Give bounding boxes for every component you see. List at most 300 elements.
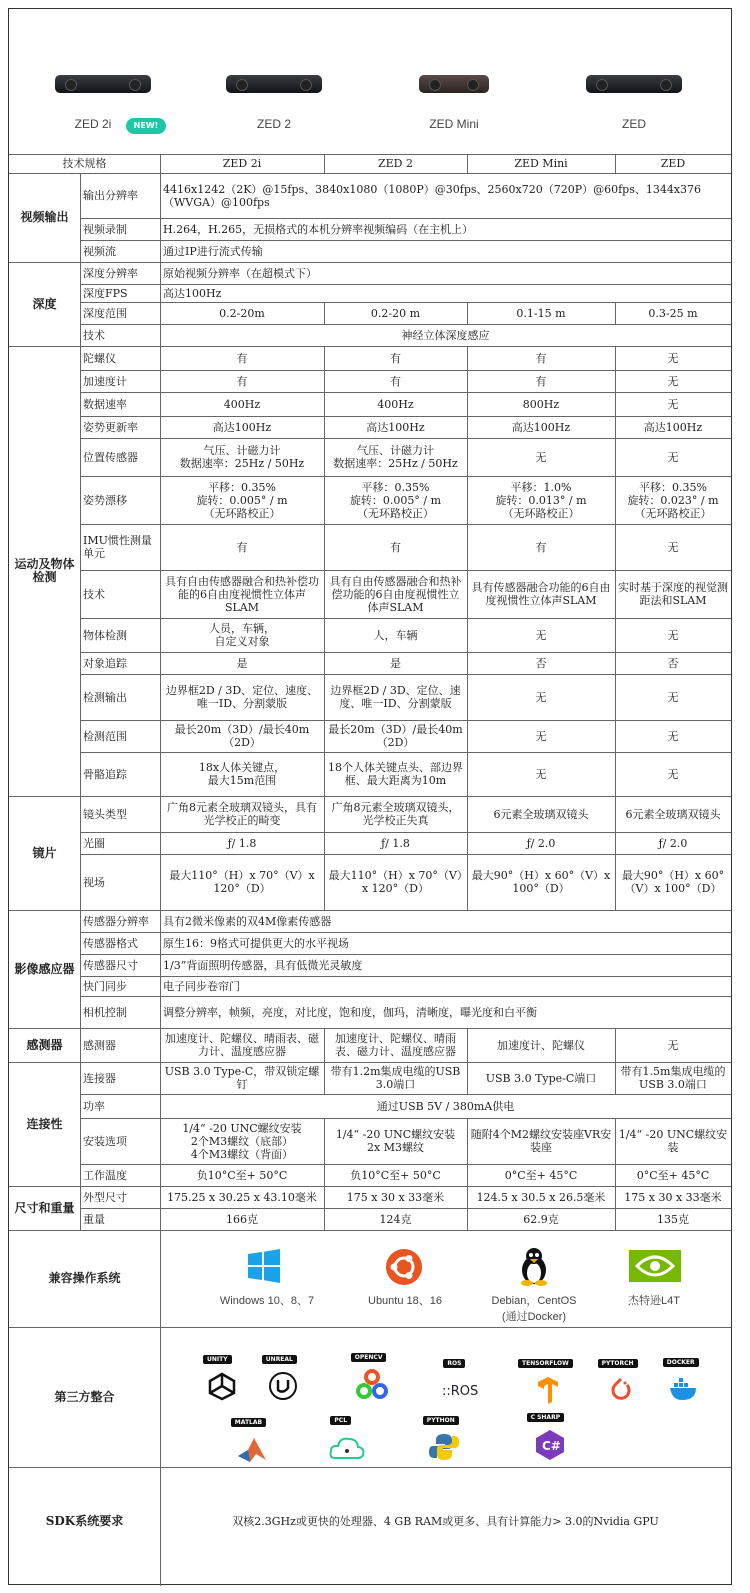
divider xyxy=(467,392,468,416)
tensorflow-icon xyxy=(532,1375,564,1405)
header-col xyxy=(467,154,615,173)
divider xyxy=(324,720,325,752)
lens-icon xyxy=(65,79,77,91)
cell-text: 400Hz xyxy=(377,397,414,411)
row-label xyxy=(80,652,160,674)
section-label xyxy=(9,1230,160,1327)
divider xyxy=(615,752,616,796)
row-value xyxy=(615,832,731,854)
cell-text: ƒ/ 2.0 xyxy=(658,836,688,850)
row-value xyxy=(615,752,731,796)
row-label xyxy=(80,1164,160,1186)
cell-text: 0.2-20 m xyxy=(370,306,421,320)
row-value xyxy=(160,438,324,476)
row-value xyxy=(467,674,615,720)
row-value xyxy=(160,910,731,932)
divider xyxy=(467,524,468,570)
divider xyxy=(467,618,468,652)
row-value xyxy=(615,570,731,618)
ros-icon xyxy=(442,1375,482,1405)
cell-text: 姿势漂移 xyxy=(83,493,127,507)
divider xyxy=(324,1164,325,1186)
integration-tag: UNITY xyxy=(203,1355,232,1364)
divider xyxy=(467,570,468,618)
row-value xyxy=(160,674,324,720)
row-value xyxy=(160,652,324,674)
cell-text: 0.3-25 m xyxy=(648,306,698,320)
cell-text: 双核2.3GHz或更快的处理器、4 GB RAM或更多、具有计算能力> 3.0的Nvidia GPU xyxy=(232,1515,659,1528)
divider xyxy=(324,1208,325,1230)
row-value xyxy=(160,1094,731,1118)
cell-text: 1/4“ -20 UNC螺纹安装 2个M3螺纹（底部） 4个M3螺纹（背面） xyxy=(182,1121,302,1161)
cell-text: 边界框2D / 3D、定位、速度、唯一ID、分割蒙版 xyxy=(165,684,319,710)
divider xyxy=(467,1118,468,1164)
cell-text: ZED Mini xyxy=(514,157,568,170)
row-value xyxy=(160,932,731,954)
divider xyxy=(615,1118,616,1164)
row-value xyxy=(324,392,467,416)
divider xyxy=(615,1164,616,1186)
row-value xyxy=(615,720,731,752)
row-value xyxy=(324,1062,467,1094)
row-value xyxy=(467,652,615,674)
row-value xyxy=(160,1164,324,1186)
row-value xyxy=(324,302,467,324)
row-label xyxy=(80,346,160,370)
linux-tux-icon xyxy=(517,1246,551,1286)
cell-text: 有 xyxy=(535,374,547,388)
row-value xyxy=(160,524,324,570)
row-value xyxy=(160,324,731,346)
divider xyxy=(324,652,325,674)
row-value xyxy=(615,652,731,674)
cell-text: 无 xyxy=(535,729,547,743)
cell-text: 否 xyxy=(667,656,679,670)
cell-text: 最大90°（H）x 60°（V）x 100°（D） xyxy=(471,869,611,895)
cell-text: 尺寸和重量 xyxy=(14,1200,75,1215)
row-value xyxy=(615,438,731,476)
row-value xyxy=(467,1118,615,1164)
row-value xyxy=(615,1118,731,1164)
cell-text: 无 xyxy=(667,450,679,464)
cell-text: 最大90°（H）x 60°（V）x 100°（D） xyxy=(621,869,725,895)
cell-text: 技术规格 xyxy=(62,157,107,170)
cell-text: 有 xyxy=(236,374,248,388)
cell-text: 感测器 xyxy=(26,1037,63,1052)
row-value xyxy=(615,1028,731,1062)
row-value xyxy=(467,832,615,854)
cell-text: H.264，H.265，无损格式的本机分辨率视频编码（在主机上） xyxy=(163,222,474,236)
row-value xyxy=(324,854,467,910)
row-value xyxy=(160,1186,324,1208)
cell-text: 有 xyxy=(535,351,547,365)
cell-text: 陀螺仪 xyxy=(83,351,116,365)
cell-text: 重量 xyxy=(83,1212,105,1226)
divider xyxy=(615,796,616,832)
cell-text: 无 xyxy=(667,540,679,554)
cell-text: 高达100Hz xyxy=(643,420,703,434)
cell-text: 边界框2D / 3D、定位、速度、唯一ID、分割蒙版 xyxy=(330,684,461,710)
divider xyxy=(615,154,616,173)
cell-text: 物体检测 xyxy=(83,628,127,642)
cell-text: 18x人体关键点， 最大15m范围 xyxy=(198,761,286,787)
row-label xyxy=(80,910,160,932)
row-label xyxy=(80,996,160,1028)
cell-text: 检测范围 xyxy=(83,729,127,743)
cell-text: 镜片 xyxy=(32,845,57,860)
cell-text: 检测输出 xyxy=(83,690,127,704)
row-label xyxy=(80,976,160,996)
row-value xyxy=(467,618,615,652)
cell-text: 无 xyxy=(535,628,547,642)
integration-tag: PCL xyxy=(330,1416,351,1425)
cell-text: 是 xyxy=(236,656,248,670)
cell-text: 对象追踪 xyxy=(83,656,127,670)
divider xyxy=(615,720,616,752)
row-value xyxy=(324,752,467,796)
cell-text: 视频录制 xyxy=(83,222,127,236)
cell-text: 无 xyxy=(667,374,679,388)
row-label xyxy=(80,524,160,570)
section-label xyxy=(9,796,80,910)
cell-text: 视场 xyxy=(83,875,105,889)
pcl-icon xyxy=(329,1432,361,1462)
cell-text: 高达100Hz xyxy=(366,420,425,434)
divider xyxy=(324,154,325,173)
row-value xyxy=(615,854,731,910)
divider xyxy=(467,854,468,910)
cell-text: 通过IP进行流式传输 xyxy=(163,244,263,258)
ros-text: ::ROS xyxy=(442,1384,479,1399)
row-value xyxy=(324,416,467,438)
cell-text: 0.1-15 m xyxy=(516,306,566,320)
cell-text: 视频输出 xyxy=(20,210,69,224)
row-value xyxy=(160,284,731,302)
cell-text: 具有自由传感器融合和热补偿功能的6自由度视惯性立体声SLAM xyxy=(329,574,462,614)
cell-text: ƒ/ 2.0 xyxy=(526,836,556,850)
row-value xyxy=(160,1118,324,1164)
divider xyxy=(615,524,616,570)
divider xyxy=(615,652,616,674)
row-value xyxy=(615,618,731,652)
row-label xyxy=(80,370,160,392)
divider xyxy=(324,674,325,720)
cell-text: USB 3.0 Type-C，带双锁定螺钉 xyxy=(164,1065,320,1091)
divider xyxy=(467,1062,468,1094)
row-label xyxy=(80,618,160,652)
cell-text: 运动及物体检测 xyxy=(14,557,75,584)
cell-text: 无 xyxy=(667,767,679,781)
cell-text: 166克 xyxy=(226,1212,258,1226)
row-value xyxy=(160,752,324,796)
cell-text: 姿势更新率 xyxy=(83,420,138,434)
cell-text: 1/4“ -20 UNC螺纹安装 2x M3螺纹 xyxy=(335,1128,456,1154)
row-value xyxy=(324,1164,467,1186)
divider xyxy=(324,1186,325,1208)
cell-text: ƒ/ 1.8 xyxy=(381,836,410,850)
row-value xyxy=(160,854,324,910)
row-label xyxy=(80,720,160,752)
row-value xyxy=(467,1186,615,1208)
row-value xyxy=(324,796,467,832)
row-label xyxy=(80,674,160,720)
csharp-text: C# xyxy=(542,1439,561,1453)
row-label xyxy=(80,392,160,416)
cell-text: 传感器格式 xyxy=(83,936,138,950)
section-label xyxy=(9,1062,80,1186)
row-value xyxy=(615,1164,731,1186)
cell-text: 感测器 xyxy=(83,1038,116,1052)
lens-icon xyxy=(129,79,141,91)
section-label xyxy=(9,1467,160,1576)
cell-text: 气压、计磁力计 数据速率：25Hz / 50Hz xyxy=(179,444,305,470)
cell-text: 人员，车辆， 自定义对象 xyxy=(209,622,275,648)
cell-text: 外型尺寸 xyxy=(83,1190,127,1204)
cell-text: 兼容操作系统 xyxy=(48,1271,121,1285)
row-value xyxy=(160,570,324,618)
row-value xyxy=(160,996,731,1028)
windows-icon xyxy=(246,1248,282,1284)
lens-icon xyxy=(300,79,312,91)
cell-text: 工作温度 xyxy=(83,1168,127,1182)
lens-icon xyxy=(467,79,479,91)
divider xyxy=(324,570,325,618)
cell-text: 具有2微米像素的双4M像素传感器 xyxy=(163,914,332,928)
section-label xyxy=(9,1028,80,1062)
cell-text: 传感器分辨率 xyxy=(83,914,149,928)
cell-text: 无 xyxy=(667,351,679,365)
row-value xyxy=(467,346,615,370)
divider xyxy=(615,618,616,652)
cell-text: 随附4个M2螺纹安装座VR安装座 xyxy=(470,1128,612,1154)
cell-text: 通过USB 5V / 380mA供电 xyxy=(376,1099,515,1113)
cell-text: 6元素全玻璃双镜头 xyxy=(493,807,589,821)
row-value xyxy=(160,416,324,438)
cell-text: 有 xyxy=(535,540,547,554)
divider xyxy=(324,302,325,324)
divider xyxy=(615,370,616,392)
cell-text: 骨骼追踪 xyxy=(83,767,127,781)
row-value xyxy=(324,1186,467,1208)
row-value xyxy=(324,618,467,652)
section-label xyxy=(9,173,80,262)
cell-text: 负10°C至+ 50°C xyxy=(196,1168,288,1182)
cell-text: 有 xyxy=(236,351,248,365)
row-value xyxy=(160,1028,324,1062)
row-value xyxy=(467,1028,615,1062)
cell-text: 输出分辨率 xyxy=(83,189,138,202)
divider xyxy=(615,854,616,910)
divider xyxy=(324,1118,325,1164)
divider xyxy=(467,154,468,173)
row-value xyxy=(324,370,467,392)
row-value xyxy=(615,392,731,416)
row-label xyxy=(80,752,160,796)
cell-text: 175 x 30 x 33毫米 xyxy=(624,1190,722,1204)
row-value xyxy=(160,954,731,976)
row-label xyxy=(80,416,160,438)
csharp-icon xyxy=(534,1429,566,1459)
unity-icon xyxy=(206,1371,238,1401)
row-value xyxy=(324,476,467,524)
row-value xyxy=(324,1208,467,1230)
lens-icon xyxy=(596,79,608,91)
docker-icon xyxy=(668,1374,700,1404)
row-label xyxy=(80,476,160,524)
header-col xyxy=(615,154,731,173)
divider xyxy=(615,302,616,324)
cell-text: 连接性 xyxy=(26,1116,63,1131)
row-value xyxy=(160,240,731,262)
row-value xyxy=(324,346,467,370)
cell-text: 有 xyxy=(390,374,401,388)
cell-text: 平移：1.0% 旋转：0.013° / m （无环路校正） xyxy=(495,480,587,520)
divider xyxy=(324,438,325,476)
integration-tag: TENSORFLOW xyxy=(518,1359,573,1368)
row-value xyxy=(160,976,731,996)
cell-text: 广角8元素全玻璃双镜头，具有光学校正的畸变 xyxy=(167,801,317,827)
row-value xyxy=(467,370,615,392)
row-value xyxy=(467,1208,615,1230)
row-value xyxy=(160,618,324,652)
unreal-icon xyxy=(267,1371,299,1401)
cell-text: 6元素全玻璃双镜头 xyxy=(625,807,721,821)
divider xyxy=(467,674,468,720)
row-value xyxy=(160,346,324,370)
cell-text: 相机控制 xyxy=(83,1005,127,1019)
integration-tag: C SHARP xyxy=(527,1413,565,1422)
cell-text: 广角8元素全玻璃双镜头，光学校正失真 xyxy=(331,801,460,827)
row-label xyxy=(80,262,160,284)
row-value xyxy=(467,796,615,832)
divider xyxy=(324,832,325,854)
row-label xyxy=(80,932,160,954)
divider xyxy=(467,720,468,752)
row-value xyxy=(467,476,615,524)
divider xyxy=(615,570,616,618)
product-name: ZED 2i xyxy=(74,117,112,131)
cell-text: 安装选项 xyxy=(83,1134,127,1148)
cell-text: 0.2-20m xyxy=(219,306,265,320)
divider xyxy=(324,370,325,392)
cell-text: ZED xyxy=(660,157,686,170)
section-label xyxy=(9,262,80,346)
section-label xyxy=(9,1327,160,1467)
integration-tag: ROS xyxy=(443,1359,465,1368)
cell-text: 加速度计、陀螺仪 xyxy=(497,1038,585,1052)
cell-text: 135克 xyxy=(657,1212,689,1226)
cell-text: 具有自由传感器融合和热补偿功能的6自由度视惯性立体声SLAM xyxy=(165,574,319,614)
row-value xyxy=(160,1062,324,1094)
row-value xyxy=(160,1208,324,1230)
row-value xyxy=(615,674,731,720)
divider xyxy=(467,476,468,524)
row-value xyxy=(324,570,467,618)
row-label xyxy=(80,854,160,910)
cell-text: 深度范围 xyxy=(83,306,127,320)
divider xyxy=(324,796,325,832)
section-label xyxy=(9,1186,80,1230)
cell-text: 平移：0.35% 旋转：0.023° / m （无环路校正） xyxy=(627,480,719,520)
opencv-icon xyxy=(356,1369,388,1399)
cell-text: 124.5 x 30.5 x 26.5毫米 xyxy=(476,1190,606,1204)
row-label xyxy=(80,302,160,324)
row-value xyxy=(615,524,731,570)
matlab-icon xyxy=(236,1434,268,1464)
integration-tag: PYTHON xyxy=(423,1416,459,1425)
row-value xyxy=(615,346,731,370)
divider xyxy=(467,302,468,324)
cell-text: 位置传感器 xyxy=(83,450,138,464)
row-value xyxy=(160,796,324,832)
cell-text: 175 x 30 x 33毫米 xyxy=(346,1190,445,1204)
row-value xyxy=(160,476,324,524)
cell-text: 光圈 xyxy=(83,836,105,850)
python-icon xyxy=(428,1432,460,1462)
row-value xyxy=(324,674,467,720)
sdk-requirements xyxy=(160,1467,731,1576)
row-value xyxy=(324,524,467,570)
cell-text: 400Hz xyxy=(223,397,261,411)
cell-text: 无 xyxy=(535,767,547,781)
cell-text: 高达100Hz xyxy=(511,420,571,434)
cell-text: 最大110°（H）x 70°（V）x 120°（D） xyxy=(169,869,315,895)
cell-text: 原生16：9格式可提供更大的水平视场 xyxy=(163,936,349,950)
row-value xyxy=(467,524,615,570)
cell-text: 原始视频分辨率（在超模式下） xyxy=(163,266,317,280)
row-value xyxy=(615,1208,731,1230)
row-value xyxy=(615,1186,731,1208)
row-label xyxy=(80,1094,160,1118)
spec-sheet xyxy=(8,8,732,1585)
cell-text: IMU惯性测量单元 xyxy=(83,534,152,560)
cell-text: 有 xyxy=(390,351,401,365)
section-label xyxy=(9,346,80,796)
cell-text: 传感器尺寸 xyxy=(83,958,138,972)
cell-text: 无 xyxy=(667,628,679,642)
row-value xyxy=(160,173,731,218)
divider xyxy=(615,438,616,476)
lens-icon xyxy=(660,79,672,91)
divider xyxy=(324,854,325,910)
header-col xyxy=(324,154,467,173)
cell-text: 功率 xyxy=(83,1099,105,1113)
row-value xyxy=(467,438,615,476)
cell-text: 加速度计 xyxy=(83,374,127,388)
row-label xyxy=(80,438,160,476)
divider xyxy=(324,346,325,370)
divider xyxy=(324,416,325,438)
cell-text: ƒ/ 1.8 xyxy=(227,836,257,850)
divider xyxy=(160,154,161,173)
row-value xyxy=(467,570,615,618)
row-value xyxy=(467,1062,615,1094)
row-label xyxy=(80,796,160,832)
cell-text: 无 xyxy=(667,1038,679,1052)
divider xyxy=(615,1208,616,1230)
divider xyxy=(467,370,468,392)
row-value xyxy=(324,1028,467,1062)
cell-text: 深度分辨率 xyxy=(83,266,138,280)
divider xyxy=(467,416,468,438)
row-value xyxy=(615,416,731,438)
row-value xyxy=(467,416,615,438)
cell-text: USB 3.0 Type-C端口 xyxy=(485,1071,597,1085)
cell-text: 神经立体深度感应 xyxy=(401,328,490,342)
cell-text: 数据速率 xyxy=(83,397,127,411)
cell-text: 深度FPS xyxy=(83,286,128,300)
cell-text: 高达100Hz xyxy=(163,286,222,300)
